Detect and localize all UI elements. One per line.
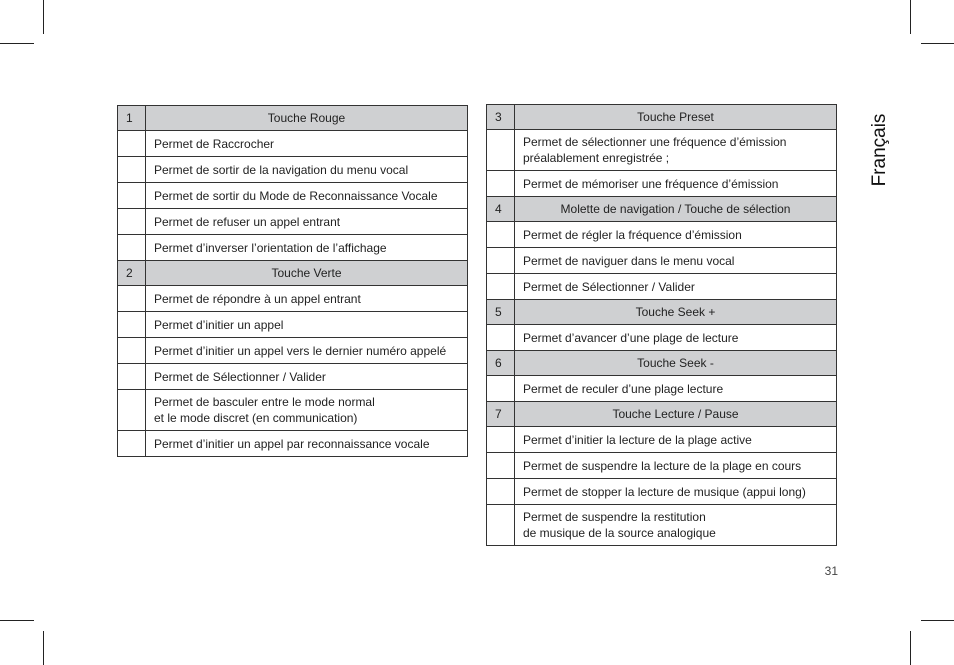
section-title: Touche Seek + [515, 300, 837, 325]
section-title: Touche Rouge [146, 106, 468, 131]
function-description: Permet de suspendre la lecture de la plage en cours [515, 453, 837, 479]
empty-number-cell [118, 183, 146, 209]
empty-number-cell [487, 505, 515, 546]
function-description: Permet de régler la fréquence d’émission [515, 222, 837, 248]
table-row [118, 131, 468, 157]
section-header-row [487, 197, 837, 222]
table-row [118, 286, 468, 312]
left-table-body [118, 106, 468, 457]
function-description: Permet de sortir de la navigation du menu vocal [146, 157, 468, 183]
empty-number-cell [118, 312, 146, 338]
table-row [487, 376, 837, 402]
table-row [487, 453, 837, 479]
right-function-table [486, 104, 837, 546]
function-description: Permet de naviguer dans le menu vocal [515, 248, 837, 274]
empty-number-cell [487, 248, 515, 274]
function-description: Permet d’avancer d’une plage de lecture [515, 325, 837, 351]
function-description: Permet de sortir du Mode de Reconnaissance Vocale [146, 183, 468, 209]
table-row [487, 427, 837, 453]
function-description: Permet d’initier un appel [146, 312, 468, 338]
table-row [118, 338, 468, 364]
function-description: Permet de sélectionner une fréquence d’émission préalablement enregistrée ; [515, 130, 837, 171]
section-header-row [487, 351, 837, 376]
section-number: 5 [487, 300, 515, 325]
function-description: Permet de basculer entre le mode normal et le mode discret (en communication) [146, 390, 468, 431]
left-function-table [117, 105, 468, 457]
table-row [487, 325, 837, 351]
crop-mark [0, 43, 34, 44]
section-title: Touche Preset [515, 105, 837, 130]
empty-number-cell [118, 209, 146, 235]
empty-number-cell [487, 130, 515, 171]
section-number: 3 [487, 105, 515, 130]
right-table-body [487, 105, 837, 546]
table-row [118, 312, 468, 338]
empty-number-cell [487, 376, 515, 402]
table-row [487, 274, 837, 300]
section-title: Touche Verte [146, 261, 468, 286]
section-title: Touche Seek - [515, 351, 837, 376]
empty-number-cell [118, 390, 146, 431]
crop-mark [43, 0, 44, 34]
section-number: 4 [487, 197, 515, 222]
empty-number-cell [487, 427, 515, 453]
function-description: Permet d’initier un appel vers le dernier numéro appelé [146, 338, 468, 364]
table-row [118, 183, 468, 209]
section-title: Touche Lecture / Pause [515, 402, 837, 427]
function-description: Permet d’initier un appel par reconnaissance vocale [146, 431, 468, 457]
empty-number-cell [487, 325, 515, 351]
crop-mark [910, 631, 911, 665]
empty-number-cell [487, 274, 515, 300]
section-header-row [487, 402, 837, 427]
page-number: 31 [824, 564, 838, 578]
empty-number-cell [118, 235, 146, 261]
crop-mark [921, 43, 954, 44]
empty-number-cell [118, 157, 146, 183]
function-description: Permet de Sélectionner / Valider [146, 364, 468, 390]
section-number: 2 [118, 261, 146, 286]
function-description: Permet de refuser un appel entrant [146, 209, 468, 235]
table-row [118, 157, 468, 183]
table-row [487, 248, 837, 274]
function-description: Permet de mémoriser une fréquence d’émission [515, 171, 837, 197]
section-header-row [487, 105, 837, 130]
empty-number-cell [487, 453, 515, 479]
crop-mark [43, 631, 44, 665]
empty-number-cell [118, 286, 146, 312]
function-description: Permet de Sélectionner / Valider [515, 274, 837, 300]
section-number: 6 [487, 351, 515, 376]
language-label: Français [869, 113, 890, 187]
table-row [118, 235, 468, 261]
empty-number-cell [118, 364, 146, 390]
table-row [487, 130, 837, 171]
function-description: Permet de suspendre la restitution de musique de la source analogique [515, 505, 837, 546]
section-number: 1 [118, 106, 146, 131]
empty-number-cell [118, 431, 146, 457]
function-description: Permet de reculer d’une plage lecture [515, 376, 837, 402]
function-description: Permet de répondre à un appel entrant [146, 286, 468, 312]
empty-number-cell [487, 479, 515, 505]
section-title: Molette de navigation / Touche de sélection [515, 197, 837, 222]
function-description: Permet de Raccrocher [146, 131, 468, 157]
empty-number-cell [487, 222, 515, 248]
section-header-row [118, 106, 468, 131]
section-header-row [487, 300, 837, 325]
table-row [118, 209, 468, 235]
empty-number-cell [487, 171, 515, 197]
table-row [487, 479, 837, 505]
table-row [118, 431, 468, 457]
function-description: Permet d’inverser l’orientation de l’affichage [146, 235, 468, 261]
table-row [487, 222, 837, 248]
crop-mark [0, 620, 34, 621]
function-description: Permet de stopper la lecture de musique (appui long) [515, 479, 837, 505]
section-number: 7 [487, 402, 515, 427]
table-row [118, 390, 468, 431]
table-row [487, 505, 837, 546]
function-description: Permet d’initier la lecture de la plage active [515, 427, 837, 453]
empty-number-cell [118, 338, 146, 364]
empty-number-cell [118, 131, 146, 157]
section-header-row [118, 261, 468, 286]
table-row [487, 171, 837, 197]
table-row [118, 364, 468, 390]
crop-mark [910, 0, 911, 34]
crop-mark [921, 620, 954, 621]
